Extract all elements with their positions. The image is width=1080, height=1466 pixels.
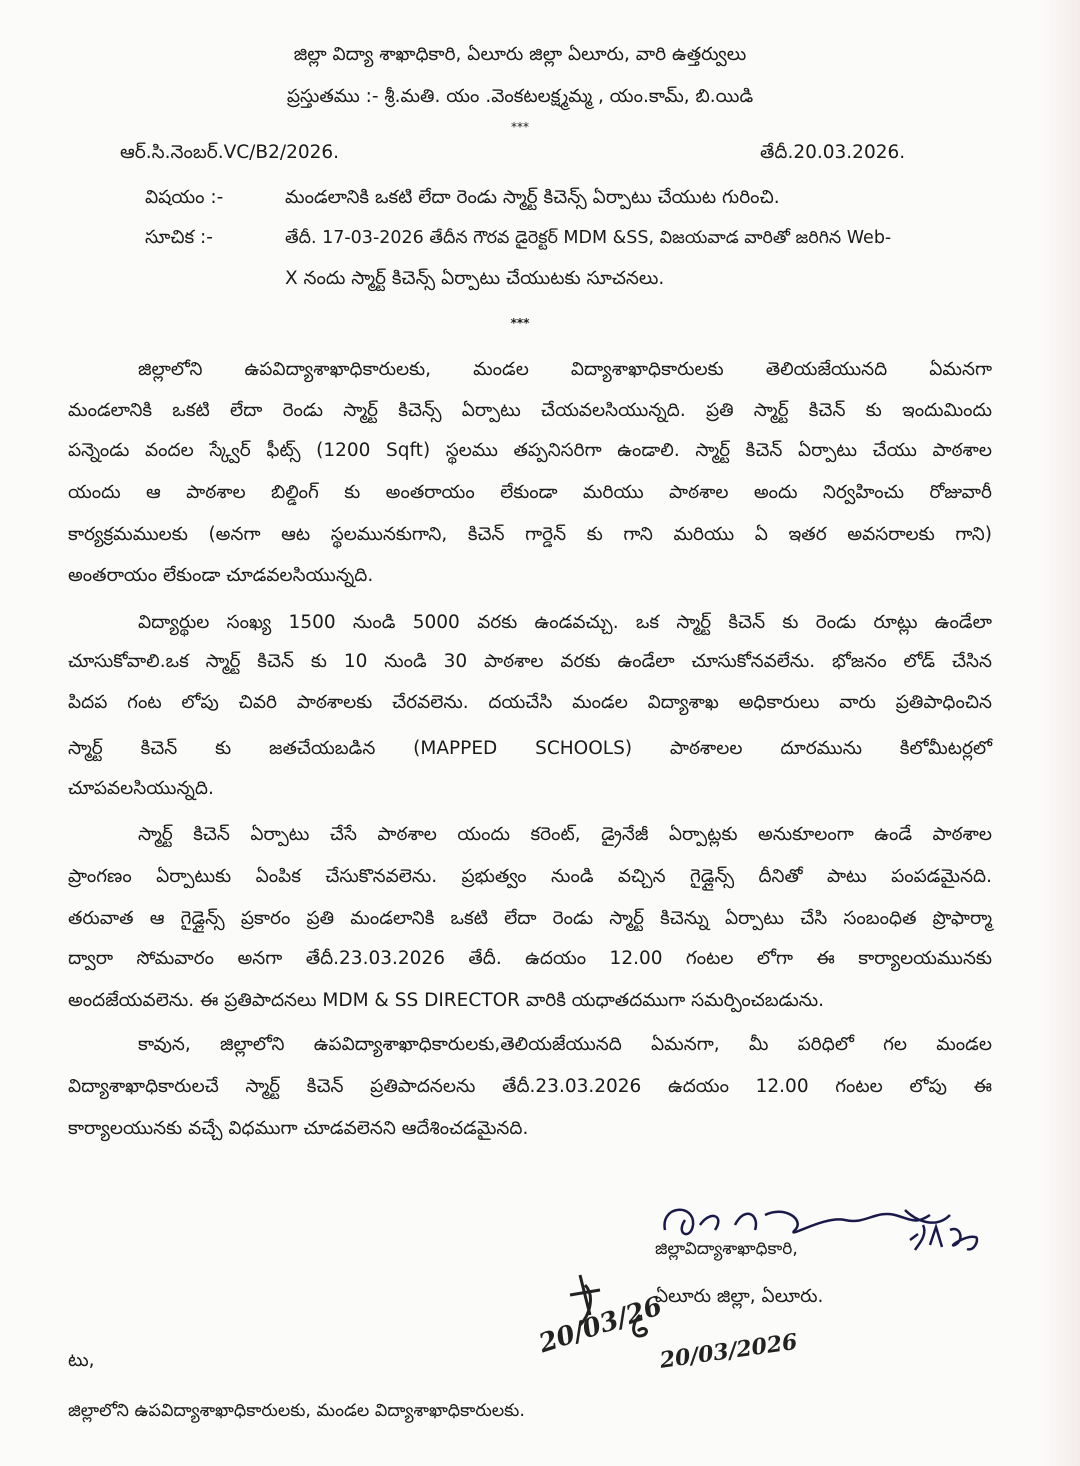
paragraph-2-line: పిదప గంట లోపు చివరి పాఠశాలకు చేరవలెను. దయచేసి మండల విద్యాశాఖ అధికారులు వారు ప్రతిపాధించిన (68, 692, 992, 713)
paragraph-1-line: జిల్లాలోని ఉపవిద్యాశాఖాధికారులకు, మండల విద్యాశాఖాధికారులకు తెలియజేయునది ఏమనగా (138, 359, 992, 380)
reference-number: ఆర్.సి.నెంబర్.VC/B2/2026. (120, 142, 340, 163)
paragraph-3-line: స్మార్ట్ కిచెన్ ఏర్పాటు చేసే పాఠశాల యందు కరెంట్, డ్రైనేజీ ఏర్పాట్లకు అనుకూలంగా ఉండే పాఠశాల (138, 824, 992, 845)
paragraph-1-line: అంతరాయం లేకుండా చూడవలసియున్నది. (68, 565, 374, 586)
paragraph-1-line: మండలానికి ఒకటి లేదా రెండు స్మార్ట్ కిచెన్స్ ఏర్పాటు చేయవలసియున్నది. ప్రతి స్మార్ట్ కిచెన్ కు ఇందుమిందు (68, 400, 992, 421)
paragraph-3-line: ప్రాంగణం ఏర్పాటుకు ఏంపిక చేసుకొనవలెను. ప్రభుత్వం నుండి వచ్చిన గైడ్లైన్స్ దీనితో పాటు పంపడమైనది. (68, 866, 992, 887)
signatory-title: జిల్లావిద్యాశాఖాధికారి, (655, 1239, 798, 1259)
separator: *** (510, 316, 530, 330)
reference-line-2: X నందు స్మార్ట్ కిచెన్స్ ఏర్పాటు చేయుటకు సూచనలు. (285, 268, 665, 289)
subject-label: విషయం :- (145, 187, 224, 208)
paragraph-1-line: యందు ఆ పాఠశాల బిల్డింగ్ కు అంతరాయం లేకుండా మరియు పాఠశాల అందు నిర్వహించు రోజువారీ (68, 482, 992, 503)
paragraph-2-line: విద్యార్థుల సంఖ్య 1500 నుండి 5000 వరకు ఉండవచ్చు. ఒక స్మార్ట్ కిచెన్ కు రెండు రూట్లు ఉండేలా (138, 612, 992, 633)
initials-date-2: 20/03/2026 (658, 1328, 799, 1374)
paragraph-1-line: పన్నెండు వందల స్క్వేర్ ఫీట్స్ (1200 Sqft) స్థలము తప్పనిసరిగా ఉండాలి. స్మార్ట్ కిచెన్ ఏర్పాటు చేయు పాఠశాల (68, 440, 992, 461)
paragraph-3-line: ద్వారా సోమవారం అనగా తేదీ.23.03.2026 తేదీ. ఉదయం 12.00 గంటల లోగా ఈ కార్యాలయమునకు (68, 948, 992, 969)
signatory-place: ఏలూరు జిల్లా, ఏలూరు. (655, 1286, 824, 1307)
separator: *** (511, 120, 529, 134)
office-heading: జిల్లా విద్యా శాఖాధికారి, ఏలూరు జిల్లా ఏలూరు, వారి ఉత్తర్వులు (293, 44, 747, 65)
paragraph-4-line: విద్యాశాఖాధికారులచే స్మార్ట్ కిచెన్ ప్రతిపాదనలను తేదీ.23.03.2026 ఉదయం 12.00 గంటల లోపు ఈ (68, 1076, 992, 1097)
subject-text: మండలానికి ఒకటి లేదా రెండు స్మార్ట్ కిచెన్స్ ఏర్పాటు చేయుట గురించి. (285, 187, 780, 208)
paragraph-2-line: చూసుకోవాలి.ఒక స్మార్ట్ కిచెన్ కు 10 నుండి 30 పాఠశాల వరకు ఉండేలా చూసుకోనవలేను. భోజనం లోడ్ చేసిన (68, 651, 992, 672)
paragraph-4-line: కార్యాలయునకు వచ్చే విధముగా చూడవలెనని ఆదేశించడమైనది. (68, 1118, 529, 1139)
paragraph-2-line: చూపవలసియున్నది. (68, 778, 214, 799)
present-officer: ప్రస్తుతము :- శ్రీ.మతి. యం .వెంకటలక్ష్మమ్మ , యం.కామ్, బి.యిడి (286, 86, 754, 107)
paragraph-4-line: కావున, జిల్లాలోని ఉపవిద్యాశాఖాధికారులకు,తెలియజేయునది ఏమనగా, మీ పరిధిలో గల మండల (138, 1034, 992, 1055)
reference-label: సూచిక :- (145, 227, 213, 248)
paragraph-1-line: కార్యక్రమములకు (అనగా ఆట స్థలమునకుగాని, కిచెన్ గార్డెన్ కు గాని మరియు ఏ ఇతర అవసరాలకు గాని) (68, 524, 992, 545)
paragraph-2-line: స్మార్ట్ కిచెన్ కు జతచేయబడిన (MAPPED SCHOOLS) పాఠశాలల దూరమును కిలోమీటర్లలో (68, 738, 992, 759)
recipients-list: జిల్లాలోని ఉపవిద్యాశాఖాధికారులకు, మండల విద్యాశాఖాధికారులకు. (68, 1401, 525, 1421)
paragraph-3-line: తరువాత ఆ గైడ్లైన్స్ ప్రకారం ప్రతి మండలానికి ఒకటి లేదా రెండు స్మార్ట్ కిచెన్ను ఏర్పాటు చేసి సంబంధిత ప్రొఫార్మా (68, 908, 992, 929)
page-edge-shadow (1040, 0, 1080, 1466)
initials-date-1: 20/03/26 (535, 1291, 666, 1360)
letter-date: తేదీ.20.03.2026. (760, 142, 906, 163)
paragraph-3-line: అందజేయవలెను. ఈ ప్రతిపాదనలు MDM & SS DIRECTOR వారికి యధాతదముగా సమర్పించబడును. (68, 990, 825, 1011)
reference-line-1: తేదీ. 17-03-2026 తేదీన గౌరవ డైరెక్టర్ MDM &SS, విజయవాడ వారితో జరిగిన Web- (285, 228, 892, 248)
recipients-to: టు, (68, 1350, 95, 1371)
